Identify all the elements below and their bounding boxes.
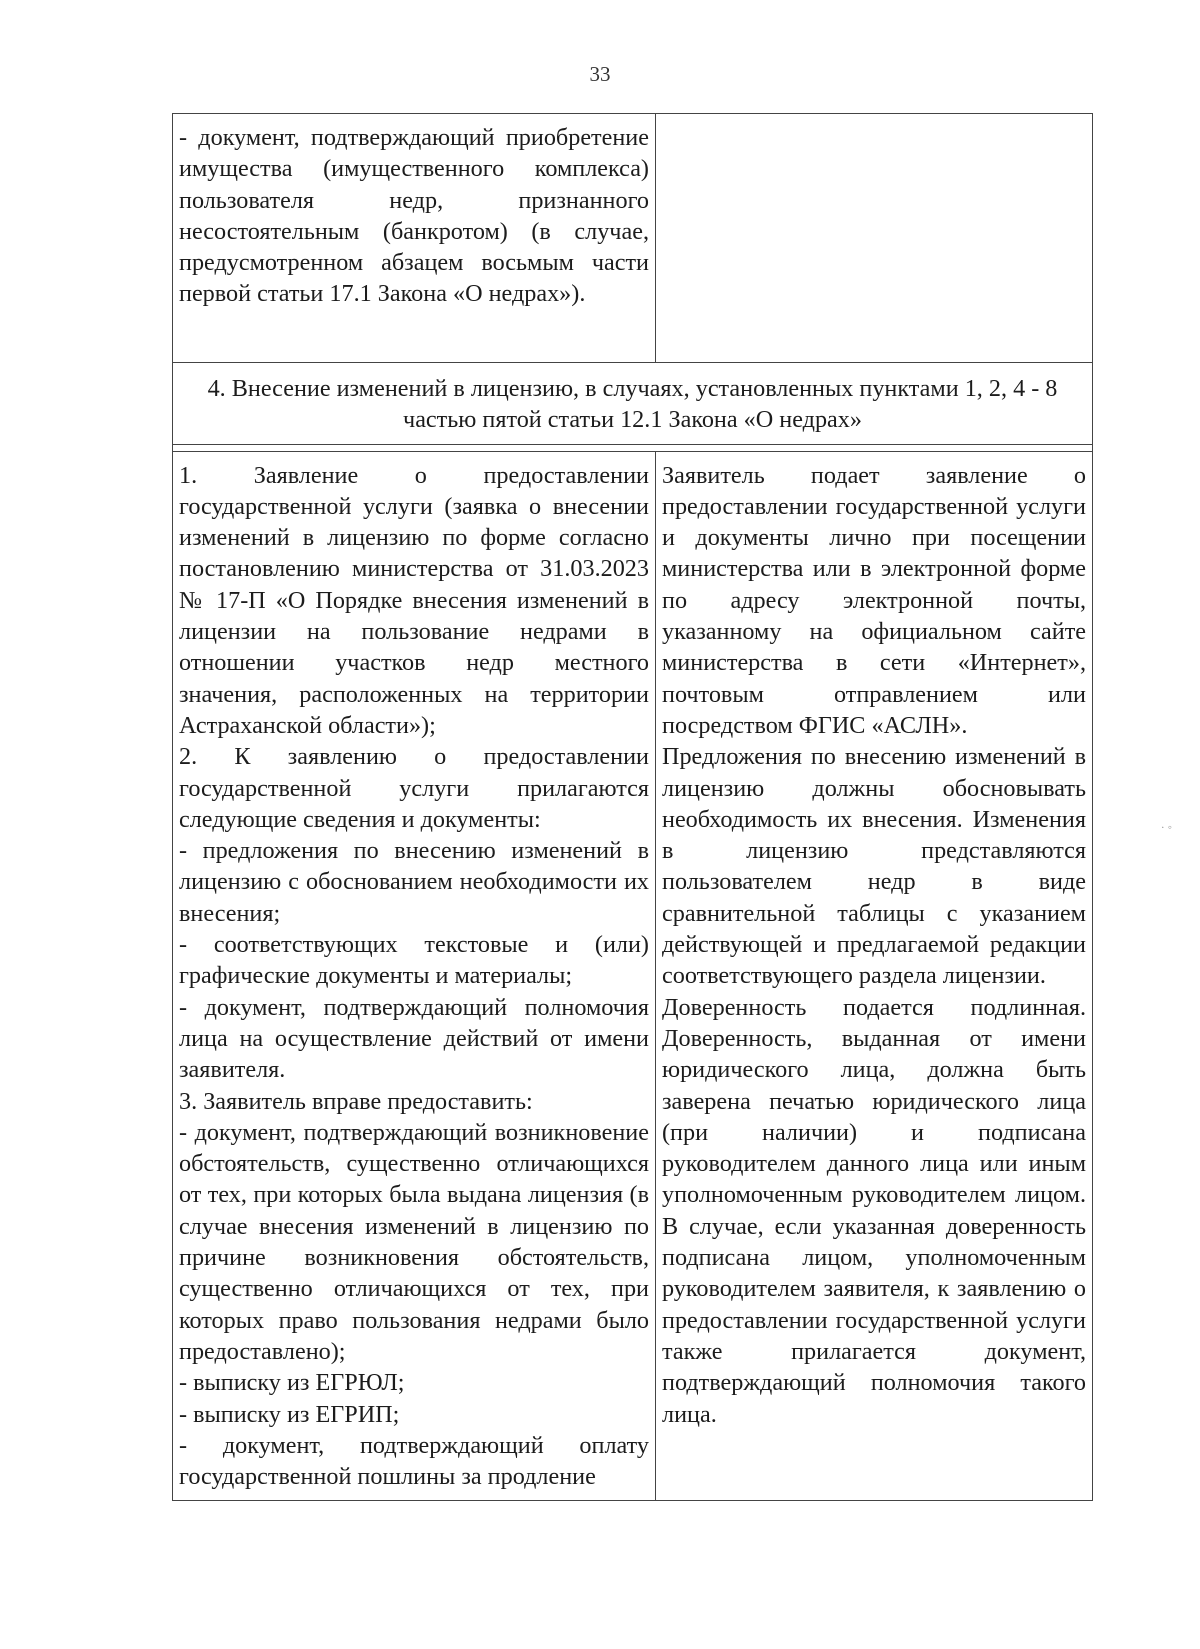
- documents-list: [173, 452, 655, 1501]
- table-gap-cell: [173, 444, 1093, 451]
- table-row-main: [173, 451, 1093, 1501]
- section-heading: 4. Внесение изменений в лицензию, в случаях, установленных пунктами 1, 2, 4 - 8 частью пятой статьи 12.1 Закона «О недрах»: [207, 375, 1058, 434]
- list-item: - документ, подтверждающий оплату государственной пошлины за продление: [179, 1431, 649, 1491]
- section-heading-cell: [173, 363, 1093, 445]
- table-cell-left-documents: [173, 451, 656, 1501]
- list-item: - выписку из ЕГРЮЛ;: [179, 1369, 405, 1397]
- scan-speck: · ◦: [1160, 820, 1172, 834]
- list-item: - предложения по внесению изменений в лицензию с обоснованием необходимости их внесения;: [179, 837, 649, 927]
- list-item: 1. Заявление о предоставлении государственной услуги (заявка о внесении изменений в лицензию по форме согласно постановлению министерства от 31.03.2023 № 17-П «О Порядке внесения изменений в лицензии на пользование недрами в отношении участков недр местного значения, расположенных на территории Астраханской области»);: [179, 461, 649, 739]
- list-item: - документ, подтверждающий полномочия лица на осуществление действий от имени заявителя.: [179, 993, 649, 1084]
- cell-text-empty: [656, 114, 1092, 130]
- cell-text-bankruptcy-document: - документ, подтверждающий приобретение имущества (имущественного комплекса) пользователя недр, признанного несостоятельным (банкротом) (в случае, предусмотренном абзацем восьмым части первой статьи 17.1 Закона «О недрах»).: [179, 124, 649, 308]
- list-item: - документ, подтверждающий возникновение обстоятельств, существенно отличающихся от тех, при которых была выдана лицензия (в случае внесения изменений в лицензию по причине возникновения обстоятельств, существенно отличающихся от тех, при которых право пользования недрами было предоставлено);: [179, 1118, 649, 1365]
- procedure-paragraph: Предложения по внесению изменений в лицензию должны обосновывать необходимость их внесения. Изменения в лицензию представляются пользователем недр в виде сравнительной таблицы с указанием действующей и предлагаемой редакции соответствующего раздела лицензии.: [662, 743, 1086, 990]
- procedure-paragraph: Заявитель подает заявление о предоставлении государственной услуги и документы лично при посещении министерства или в электронной форме по адресу электронной почты, указанному на официальном сайте министерства в сети «Интернет», почтовым отправлением или посредством ФГИС «АСЛН».: [662, 461, 1086, 739]
- table-row-section-heading: [173, 363, 1093, 445]
- table-cell-left: [173, 114, 656, 363]
- table-row-continuation: [173, 114, 1093, 363]
- list-item: - выписку из ЕГРИП;: [179, 1400, 400, 1428]
- list-item: - соответствующих текстовые и (или) графические документы и материалы;: [179, 931, 649, 990]
- list-item: 2. К заявлению о предоставлении государственной услуги прилагаются следующие сведения и документы:: [179, 743, 649, 833]
- table-row-gap: [173, 444, 1093, 451]
- document-table: [172, 113, 1093, 1501]
- procedure-paragraph: Доверенность подается подлинная. Доверенность, выданная от имени юридического лица, должна быть заверена печатью юридического лица (при наличии) и подписана руководителем данного лица или иным уполномоченным руководителем лицом. В случае, если указанная доверенность подписана лицом, уполномоченным руководителем заявителя, к заявлению о предоставлении государственной услуги также прилагается документ, подтверждающий полномочия такого лица.: [662, 993, 1086, 1428]
- procedure-text: [656, 452, 1092, 1438]
- table-cell-right-empty: [656, 114, 1093, 363]
- table-cell-right-procedure: [656, 451, 1093, 1501]
- list-item: 3. Заявитель вправе предоставить:: [179, 1087, 533, 1115]
- page-number: 33: [589, 62, 611, 86]
